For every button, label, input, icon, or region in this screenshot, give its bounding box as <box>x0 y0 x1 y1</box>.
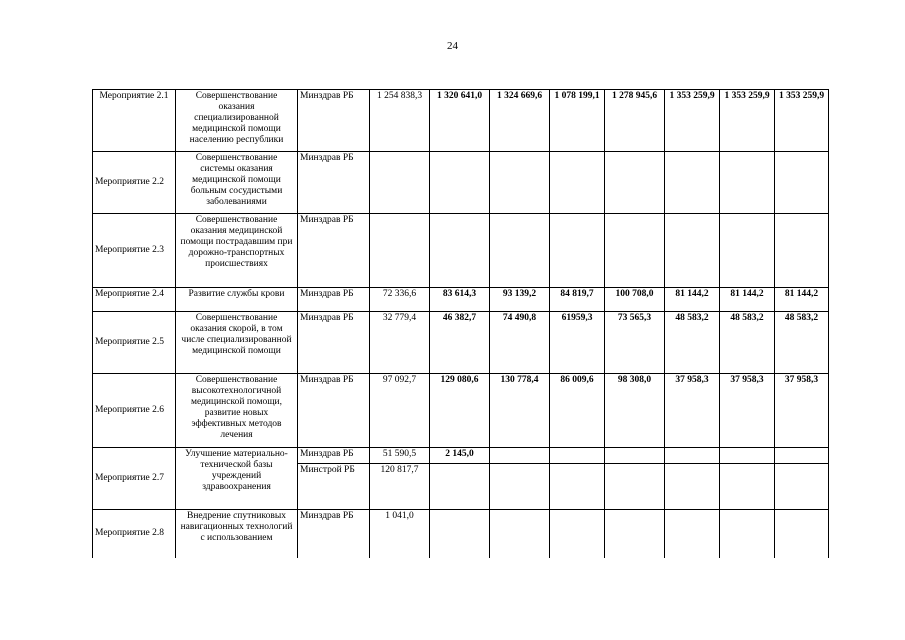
value-cell <box>720 464 775 510</box>
table-row <box>93 374 829 448</box>
event-name-cell: Совершенствование оказания скорой, в том числе специализированной медицинской помощи <box>176 312 298 374</box>
value-cell: 48 583,2 <box>665 312 720 374</box>
event-cell: Мероприятие 2.2 <box>93 152 176 214</box>
value-cell: 130 778,4 <box>490 374 550 448</box>
value-cell: 1 278 945,6 <box>605 90 665 152</box>
value-cell <box>775 214 829 288</box>
executor-cell: Минстрой РБ <box>298 464 370 510</box>
table-row <box>93 288 829 312</box>
value-cell <box>605 152 665 214</box>
value-cell <box>490 448 550 464</box>
value-cell: 97 092,7 <box>370 374 430 448</box>
value-cell <box>550 448 605 464</box>
event-cell: Мероприятие 2.8 <box>93 510 176 558</box>
value-cell: 32 779,4 <box>370 312 430 374</box>
executor-cell: Минздрав РБ <box>298 288 370 312</box>
value-cell <box>605 214 665 288</box>
value-cell <box>775 510 829 558</box>
value-cell: 37 958,3 <box>775 374 829 448</box>
event-cell: Мероприятие 2.7 <box>93 448 176 510</box>
table-row <box>93 152 829 214</box>
value-cell: 81 144,2 <box>665 288 720 312</box>
event-name-cell: Совершенствование оказания специализированной медицинской помощи населению республики <box>176 90 298 152</box>
value-cell <box>720 510 775 558</box>
value-cell: 120 817,7 <box>370 464 430 510</box>
executor-cell: Минздрав РБ <box>298 152 370 214</box>
event-name-cell: Внедрение спутниковых навигационных технологий с использованием <box>176 510 298 558</box>
value-cell: 1 353 259,9 <box>665 90 720 152</box>
value-cell: 84 819,7 <box>550 288 605 312</box>
executor-cell: Минздрав РБ <box>298 214 370 288</box>
table-row <box>93 312 829 374</box>
executor-cell: Минздрав РБ <box>298 448 370 464</box>
event-name-cell: Улучшение материально-технической базы учреждений здравоохранения <box>176 448 298 510</box>
value-cell <box>370 152 430 214</box>
value-cell: 73 565,3 <box>605 312 665 374</box>
value-cell <box>665 510 720 558</box>
value-cell <box>430 214 490 288</box>
value-cell <box>370 214 430 288</box>
value-cell: 46 382,7 <box>430 312 490 374</box>
value-cell <box>430 510 490 558</box>
event-cell: Мероприятие 2.6 <box>93 374 176 448</box>
value-cell <box>665 152 720 214</box>
value-cell: 129 080,6 <box>430 374 490 448</box>
value-cell <box>605 510 665 558</box>
executor-cell: Минздрав РБ <box>298 90 370 152</box>
value-cell <box>665 214 720 288</box>
table-row <box>93 90 829 152</box>
page-number: 24 <box>447 40 458 52</box>
value-cell: 1 320 641,0 <box>430 90 490 152</box>
value-cell: 2 145,0 <box>430 448 490 464</box>
event-cell: Мероприятие 2.4 <box>93 288 176 312</box>
value-cell: 48 583,2 <box>720 312 775 374</box>
value-cell: 93 139,2 <box>490 288 550 312</box>
value-cell <box>605 448 665 464</box>
value-cell <box>775 152 829 214</box>
value-cell: 100 708,0 <box>605 288 665 312</box>
value-cell: 48 583,2 <box>775 312 829 374</box>
value-cell <box>775 464 829 510</box>
value-cell <box>550 214 605 288</box>
executor-cell: Минздрав РБ <box>298 510 370 558</box>
executor-cell: Минздрав РБ <box>298 374 370 448</box>
value-cell: 51 590,5 <box>370 448 430 464</box>
value-cell <box>490 214 550 288</box>
value-cell: 61959,3 <box>550 312 605 374</box>
value-cell <box>550 510 605 558</box>
value-cell <box>490 464 550 510</box>
value-cell <box>490 510 550 558</box>
value-cell <box>775 448 829 464</box>
value-cell <box>605 464 665 510</box>
value-cell <box>720 214 775 288</box>
value-cell: 81 144,2 <box>775 288 829 312</box>
value-cell <box>720 152 775 214</box>
event-name-cell: Совершенствование оказания медицинской помощи пострадавшим при дорожно-транспортных происшествиях <box>176 214 298 288</box>
value-cell: 1 353 259,9 <box>720 90 775 152</box>
value-cell <box>665 464 720 510</box>
executor-cell: Минздрав РБ <box>298 312 370 374</box>
value-cell: 1 078 199,1 <box>550 90 605 152</box>
table-row <box>93 214 829 288</box>
value-cell: 1 041,0 <box>370 510 430 558</box>
value-cell: 74 490,8 <box>490 312 550 374</box>
value-cell: 37 958,3 <box>720 374 775 448</box>
value-cell: 81 144,2 <box>720 288 775 312</box>
event-name-cell: Совершенствование высокотехнологичной медицинской помощи, развитие новых эффективных методов лечения <box>176 374 298 448</box>
value-cell: 83 614,3 <box>430 288 490 312</box>
value-cell <box>550 152 605 214</box>
value-cell <box>550 464 605 510</box>
value-cell: 98 308,0 <box>605 374 665 448</box>
value-cell: 72 336,6 <box>370 288 430 312</box>
table-row <box>93 510 829 558</box>
value-cell: 1 324 669,6 <box>490 90 550 152</box>
budget-table <box>92 89 829 558</box>
value-cell <box>665 448 720 464</box>
value-cell: 86 009,6 <box>550 374 605 448</box>
value-cell <box>720 448 775 464</box>
value-cell: 37 958,3 <box>665 374 720 448</box>
event-cell: Мероприятие 2.3 <box>93 214 176 288</box>
value-cell <box>430 464 490 510</box>
event-name-cell: Развитие службы крови <box>176 288 298 312</box>
value-cell <box>490 152 550 214</box>
value-cell <box>430 152 490 214</box>
event-cell: Мероприятие 2.1 <box>93 90 176 152</box>
table-row <box>93 448 829 464</box>
event-name-cell: Совершенствование системы оказания медицинской помощи больным сосудистыми заболеваниями <box>176 152 298 214</box>
value-cell: 1 353 259,9 <box>775 90 829 152</box>
event-cell: Мероприятие 2.5 <box>93 312 176 374</box>
value-cell: 1 254 838,3 <box>370 90 430 152</box>
